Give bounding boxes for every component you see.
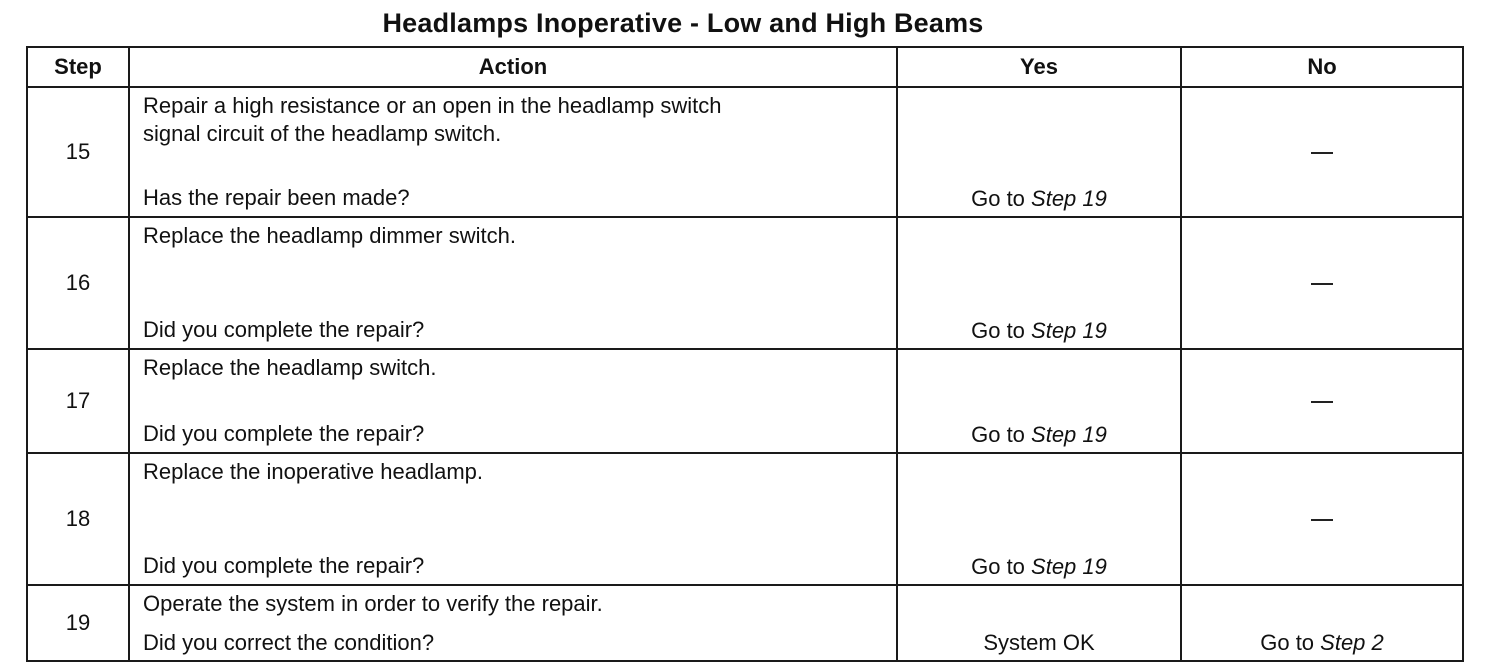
action-cell <box>129 453 897 585</box>
table-row <box>27 585 1463 661</box>
no-step-reference: Step 2 <box>1320 630 1384 655</box>
no-cell <box>1181 87 1463 217</box>
document-title: Headlamps Inoperative - Low and High Beams <box>382 8 984 38</box>
yes-cell <box>897 585 1181 661</box>
yes-cell <box>897 453 1181 585</box>
action-text: Operate the system in order to verify the repair. <box>143 591 603 616</box>
action-question: Has the repair been made? <box>143 185 410 210</box>
no-dash <box>1311 152 1333 154</box>
yes-step-reference: Step 19 <box>1031 318 1107 343</box>
yes-prefix: Go to <box>971 318 1032 343</box>
step-number: 19 <box>27 585 129 661</box>
step-number: 18 <box>27 453 129 585</box>
table-row <box>27 87 1463 217</box>
header-action: Action <box>129 47 897 87</box>
step-number: 15 <box>27 87 129 217</box>
no-cell <box>1181 349 1463 453</box>
table-row <box>27 453 1463 585</box>
yes-step-reference: Step 19 <box>1031 186 1107 211</box>
yes-step-reference: Step 19 <box>1031 554 1107 579</box>
no-cell <box>1181 585 1463 661</box>
action-cell <box>129 585 897 661</box>
action-cell <box>129 87 897 217</box>
no-cell <box>1181 453 1463 585</box>
no-dash <box>1311 283 1333 285</box>
action-cell <box>129 349 897 453</box>
action-cell <box>129 217 897 349</box>
yes-step-reference: Step 19 <box>1031 422 1107 447</box>
no-cell <box>1181 217 1463 349</box>
action-text: Repair a high resistance or an open in the headlamp switch signal circuit of the headlamp switch. <box>143 93 722 146</box>
header-yes: Yes <box>897 47 1181 87</box>
yes-prefix: Go to <box>971 186 1032 211</box>
yes-prefix: Go to <box>971 422 1032 447</box>
table-row <box>27 217 1463 349</box>
action-text: Replace the headlamp switch. <box>143 355 437 380</box>
step-number: 16 <box>27 217 129 349</box>
table-row <box>27 349 1463 453</box>
header-step: Step <box>27 47 129 87</box>
no-dash <box>1311 519 1333 521</box>
action-text: Replace the headlamp dimmer switch. <box>143 223 516 248</box>
no-prefix: Go to <box>1260 630 1321 655</box>
header-no: No <box>1181 47 1463 87</box>
table-header-row <box>27 47 1463 87</box>
action-text: Replace the inoperative headlamp. <box>143 459 484 484</box>
action-question: Did you complete the repair? <box>143 421 425 446</box>
step-number: 17 <box>27 349 129 453</box>
yes-cell <box>897 87 1181 217</box>
yes-cell <box>897 349 1181 453</box>
action-question: Did you correct the condition? <box>143 630 435 655</box>
action-question: Did you complete the repair? <box>143 553 425 578</box>
yes-prefix: Go to <box>971 554 1032 579</box>
no-dash <box>1311 401 1333 403</box>
diagnostic-table <box>26 46 1464 662</box>
yes-result: System OK <box>983 630 1095 655</box>
action-question: Did you complete the repair? <box>143 317 425 342</box>
yes-cell <box>897 217 1181 349</box>
